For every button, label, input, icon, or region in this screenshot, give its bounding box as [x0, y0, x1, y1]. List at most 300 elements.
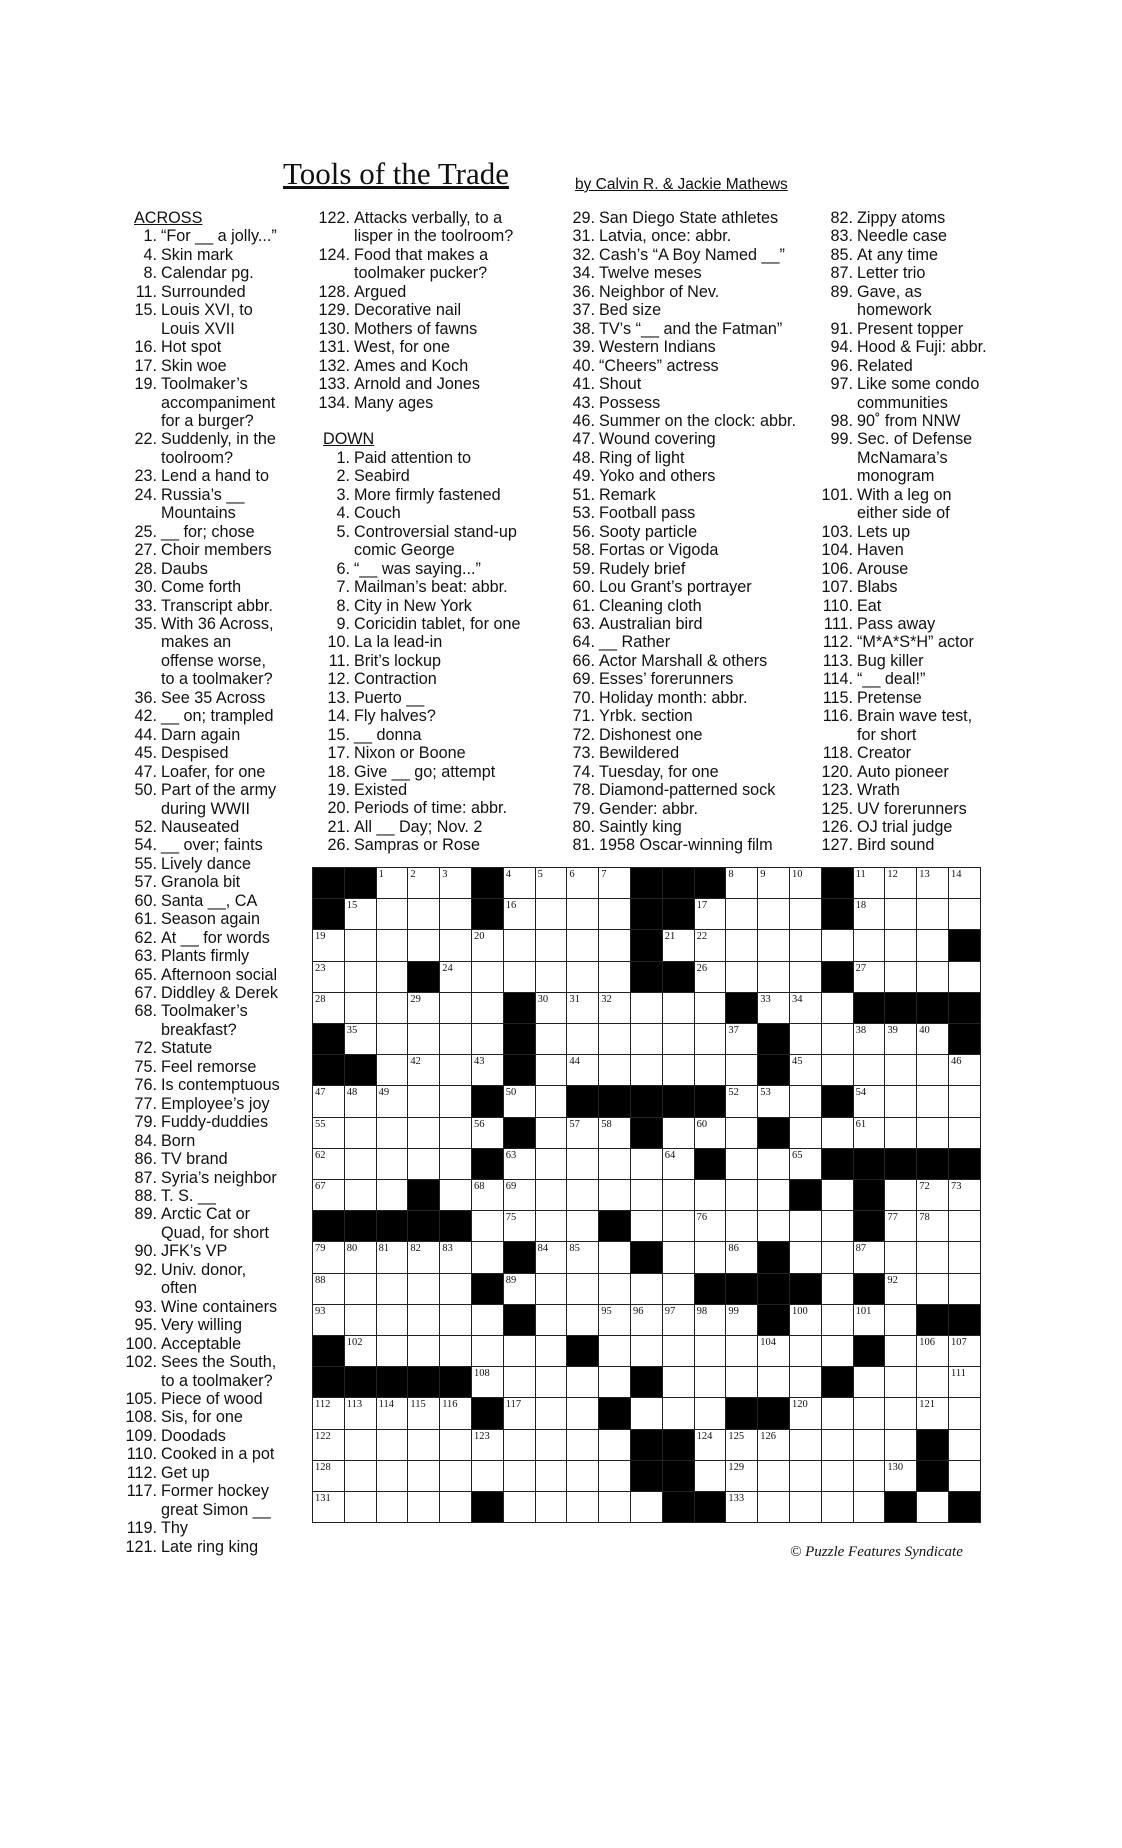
grid-cell[interactable] — [726, 1118, 758, 1149]
grid-cell[interactable] — [599, 1336, 631, 1367]
grid-cell[interactable] — [822, 1242, 854, 1273]
grid-cell[interactable] — [345, 1024, 377, 1055]
grid-cell[interactable] — [440, 1180, 472, 1211]
grid-cell[interactable] — [822, 1461, 854, 1492]
grid-cell[interactable] — [917, 1274, 949, 1305]
grid-cell[interactable] — [631, 1305, 663, 1336]
grid-cell[interactable] — [345, 1492, 377, 1523]
grid-cell[interactable] — [472, 1055, 504, 1086]
grid-cell[interactable] — [663, 1055, 695, 1086]
grid-cell[interactable] — [345, 1180, 377, 1211]
grid-cell[interactable] — [695, 1180, 727, 1211]
grid-cell[interactable] — [885, 1086, 917, 1117]
grid-cell[interactable] — [949, 1086, 981, 1117]
grid-cell[interactable] — [567, 1055, 599, 1086]
grid-cell[interactable] — [377, 868, 409, 899]
grid-cell[interactable] — [854, 868, 886, 899]
grid-cell[interactable] — [885, 1242, 917, 1273]
grid-cell[interactable] — [726, 1180, 758, 1211]
grid-cell[interactable] — [408, 1242, 440, 1273]
grid-cell[interactable] — [790, 1024, 822, 1055]
grid-cell[interactable] — [949, 1180, 981, 1211]
grid-cell[interactable] — [949, 1367, 981, 1398]
grid-cell[interactable] — [408, 930, 440, 961]
grid-cell[interactable] — [695, 1305, 727, 1336]
grid-cell[interactable] — [663, 1242, 695, 1273]
grid-cell[interactable] — [695, 1430, 727, 1461]
grid-cell[interactable] — [949, 1274, 981, 1305]
grid-cell[interactable] — [536, 962, 568, 993]
grid-cell[interactable] — [504, 1430, 536, 1461]
grid-cell[interactable] — [631, 1055, 663, 1086]
grid-cell[interactable] — [790, 1305, 822, 1336]
grid-cell[interactable] — [885, 1305, 917, 1336]
grid-cell[interactable] — [917, 1242, 949, 1273]
grid-cell[interactable] — [726, 1461, 758, 1492]
grid-cell[interactable] — [885, 1274, 917, 1305]
grid-cell[interactable] — [663, 930, 695, 961]
grid-cell[interactable] — [345, 930, 377, 961]
grid-cell[interactable] — [663, 1118, 695, 1149]
grid-cell[interactable] — [536, 1336, 568, 1367]
grid-cell[interactable] — [345, 1430, 377, 1461]
grid-cell[interactable] — [472, 993, 504, 1024]
grid-cell[interactable] — [663, 1180, 695, 1211]
grid-cell[interactable] — [663, 1211, 695, 1242]
grid-cell[interactable] — [377, 962, 409, 993]
grid-cell[interactable] — [822, 1180, 854, 1211]
grid-cell[interactable] — [313, 1274, 345, 1305]
grid-cell[interactable] — [377, 1055, 409, 1086]
grid-cell[interactable] — [599, 1180, 631, 1211]
grid-cell[interactable] — [726, 868, 758, 899]
grid-cell[interactable] — [504, 1398, 536, 1429]
grid-cell[interactable] — [695, 1461, 727, 1492]
grid-cell[interactable] — [695, 1055, 727, 1086]
grid-cell[interactable] — [599, 1430, 631, 1461]
grid-cell[interactable] — [758, 993, 790, 1024]
grid-cell[interactable] — [504, 1274, 536, 1305]
grid-cell[interactable] — [790, 868, 822, 899]
grid-cell[interactable] — [663, 1398, 695, 1429]
grid-cell[interactable] — [631, 1211, 663, 1242]
grid-cell[interactable] — [536, 1149, 568, 1180]
grid-cell[interactable] — [917, 1055, 949, 1086]
grid-cell[interactable] — [567, 1024, 599, 1055]
grid-cell[interactable] — [377, 1149, 409, 1180]
grid-cell[interactable] — [854, 1242, 886, 1273]
grid-cell[interactable] — [917, 962, 949, 993]
grid-cell[interactable] — [949, 1398, 981, 1429]
grid-cell[interactable] — [631, 1024, 663, 1055]
grid-cell[interactable] — [567, 1430, 599, 1461]
grid-cell[interactable] — [695, 993, 727, 1024]
grid-cell[interactable] — [695, 1024, 727, 1055]
grid-cell[interactable] — [726, 1086, 758, 1117]
grid-cell[interactable] — [567, 1492, 599, 1523]
grid-cell[interactable] — [854, 962, 886, 993]
grid-cell[interactable] — [536, 1461, 568, 1492]
grid-cell[interactable] — [567, 1242, 599, 1273]
grid-cell[interactable] — [440, 930, 472, 961]
grid-cell[interactable] — [599, 962, 631, 993]
grid-cell[interactable] — [377, 993, 409, 1024]
grid-cell[interactable] — [631, 993, 663, 1024]
grid-cell[interactable] — [313, 1180, 345, 1211]
grid-cell[interactable] — [504, 1367, 536, 1398]
grid-cell[interactable] — [854, 899, 886, 930]
grid-cell[interactable] — [313, 962, 345, 993]
grid-cell[interactable] — [790, 1242, 822, 1273]
grid-cell[interactable] — [472, 1118, 504, 1149]
grid-cell[interactable] — [726, 1336, 758, 1367]
grid-cell[interactable] — [536, 868, 568, 899]
grid-cell[interactable] — [790, 1118, 822, 1149]
grid-cell[interactable] — [758, 1492, 790, 1523]
grid-cell[interactable] — [536, 930, 568, 961]
grid-cell[interactable] — [504, 1180, 536, 1211]
grid-cell[interactable] — [822, 1274, 854, 1305]
grid-cell[interactable] — [472, 1367, 504, 1398]
grid-cell[interactable] — [377, 899, 409, 930]
grid-cell[interactable] — [822, 1492, 854, 1523]
grid-cell[interactable] — [472, 1336, 504, 1367]
grid-cell[interactable] — [377, 1336, 409, 1367]
grid-cell[interactable] — [663, 1367, 695, 1398]
grid-cell[interactable] — [885, 1211, 917, 1242]
grid-cell[interactable] — [408, 1024, 440, 1055]
grid-cell[interactable] — [408, 868, 440, 899]
grid-cell[interactable] — [567, 1149, 599, 1180]
grid-cell[interactable] — [822, 1118, 854, 1149]
grid-cell[interactable] — [949, 1336, 981, 1367]
grid-cell[interactable] — [313, 1305, 345, 1336]
grid-cell[interactable] — [631, 1180, 663, 1211]
grid-cell[interactable] — [822, 1430, 854, 1461]
grid-cell[interactable] — [536, 1118, 568, 1149]
grid-cell[interactable] — [726, 1149, 758, 1180]
grid-cell[interactable] — [822, 993, 854, 1024]
grid-cell[interactable] — [313, 930, 345, 961]
grid-cell[interactable] — [885, 962, 917, 993]
grid-cell[interactable] — [472, 1024, 504, 1055]
grid-cell[interactable] — [790, 1086, 822, 1117]
grid-cell[interactable] — [599, 1024, 631, 1055]
grid-cell[interactable] — [472, 1461, 504, 1492]
grid-cell[interactable] — [695, 1118, 727, 1149]
grid-cell[interactable] — [790, 962, 822, 993]
grid-cell[interactable] — [567, 899, 599, 930]
grid-cell[interactable] — [536, 1180, 568, 1211]
grid-cell[interactable] — [885, 930, 917, 961]
grid-cell[interactable] — [345, 1274, 377, 1305]
grid-cell[interactable] — [408, 993, 440, 1024]
grid-cell[interactable] — [345, 1336, 377, 1367]
grid-cell[interactable] — [536, 1055, 568, 1086]
grid-cell[interactable] — [377, 1086, 409, 1117]
grid-cell[interactable] — [726, 1055, 758, 1086]
grid-cell[interactable] — [472, 1180, 504, 1211]
grid-cell[interactable] — [599, 899, 631, 930]
grid-cell[interactable] — [726, 1024, 758, 1055]
grid-cell[interactable] — [917, 1336, 949, 1367]
grid-cell[interactable] — [854, 1305, 886, 1336]
grid-cell[interactable] — [599, 1367, 631, 1398]
grid-cell[interactable] — [313, 1118, 345, 1149]
grid-cell[interactable] — [599, 1461, 631, 1492]
grid-cell[interactable] — [726, 930, 758, 961]
grid-cell[interactable] — [504, 1492, 536, 1523]
grid-cell[interactable] — [472, 962, 504, 993]
grid-cell[interactable] — [408, 1055, 440, 1086]
grid-cell[interactable] — [949, 1430, 981, 1461]
grid-cell[interactable] — [313, 993, 345, 1024]
grid-cell[interactable] — [472, 1430, 504, 1461]
grid-cell[interactable] — [885, 1024, 917, 1055]
grid-cell[interactable] — [790, 993, 822, 1024]
grid-cell[interactable] — [536, 1492, 568, 1523]
grid-cell[interactable] — [440, 1336, 472, 1367]
grid-cell[interactable] — [408, 1086, 440, 1117]
grid-cell[interactable] — [758, 899, 790, 930]
grid-cell[interactable] — [408, 1149, 440, 1180]
grid-cell[interactable] — [567, 868, 599, 899]
grid-cell[interactable] — [504, 962, 536, 993]
grid-cell[interactable] — [949, 868, 981, 899]
grid-cell[interactable] — [854, 1367, 886, 1398]
grid-cell[interactable] — [313, 1430, 345, 1461]
grid-cell[interactable] — [885, 1461, 917, 1492]
grid-cell[interactable] — [536, 1430, 568, 1461]
grid-cell[interactable] — [854, 1118, 886, 1149]
grid-cell[interactable] — [695, 1367, 727, 1398]
grid-cell[interactable] — [504, 868, 536, 899]
grid-cell[interactable] — [822, 930, 854, 961]
grid-cell[interactable] — [599, 930, 631, 961]
grid-cell[interactable] — [599, 1118, 631, 1149]
grid-cell[interactable] — [377, 930, 409, 961]
grid-cell[interactable] — [885, 1398, 917, 1429]
grid-cell[interactable] — [790, 1336, 822, 1367]
grid-cell[interactable] — [631, 1336, 663, 1367]
grid-cell[interactable] — [726, 1367, 758, 1398]
grid-cell[interactable] — [408, 899, 440, 930]
grid-cell[interactable] — [599, 993, 631, 1024]
grid-cell[interactable] — [440, 1305, 472, 1336]
grid-cell[interactable] — [726, 1305, 758, 1336]
grid-cell[interactable] — [663, 1305, 695, 1336]
grid-cell[interactable] — [917, 868, 949, 899]
grid-cell[interactable] — [504, 1461, 536, 1492]
grid-cell[interactable] — [536, 993, 568, 1024]
grid-cell[interactable] — [917, 1398, 949, 1429]
grid-cell[interactable] — [917, 1180, 949, 1211]
grid-cell[interactable] — [695, 1398, 727, 1429]
grid-cell[interactable] — [885, 1367, 917, 1398]
grid-cell[interactable] — [822, 1024, 854, 1055]
grid-cell[interactable] — [440, 1242, 472, 1273]
grid-cell[interactable] — [504, 930, 536, 961]
grid-cell[interactable] — [758, 1211, 790, 1242]
grid-cell[interactable] — [440, 993, 472, 1024]
grid-cell[interactable] — [440, 1055, 472, 1086]
grid-cell[interactable] — [949, 1118, 981, 1149]
grid-cell[interactable] — [885, 1336, 917, 1367]
grid-cell[interactable] — [345, 1461, 377, 1492]
grid-cell[interactable] — [377, 1242, 409, 1273]
grid-cell[interactable] — [663, 1274, 695, 1305]
grid-cell[interactable] — [313, 1086, 345, 1117]
grid-cell[interactable] — [949, 962, 981, 993]
grid-cell[interactable] — [567, 1180, 599, 1211]
grid-cell[interactable] — [504, 1211, 536, 1242]
grid-cell[interactable] — [758, 1461, 790, 1492]
grid-cell[interactable] — [758, 868, 790, 899]
grid-cell[interactable] — [536, 1398, 568, 1429]
grid-cell[interactable] — [631, 1274, 663, 1305]
grid-cell[interactable] — [790, 1211, 822, 1242]
grid-cell[interactable] — [440, 1430, 472, 1461]
grid-cell[interactable] — [408, 1274, 440, 1305]
grid-cell[interactable] — [599, 1149, 631, 1180]
grid-cell[interactable] — [472, 1242, 504, 1273]
grid-cell[interactable] — [313, 1242, 345, 1273]
grid-cell[interactable] — [790, 1055, 822, 1086]
grid-cell[interactable] — [758, 1149, 790, 1180]
grid-cell[interactable] — [440, 1461, 472, 1492]
grid-cell[interactable] — [949, 1242, 981, 1273]
grid-cell[interactable] — [536, 1274, 568, 1305]
grid-cell[interactable] — [567, 1118, 599, 1149]
grid-cell[interactable] — [663, 993, 695, 1024]
grid-cell[interactable] — [345, 1149, 377, 1180]
grid-cell[interactable] — [567, 1398, 599, 1429]
grid-cell[interactable] — [726, 1430, 758, 1461]
grid-cell[interactable] — [822, 1305, 854, 1336]
grid-cell[interactable] — [536, 1086, 568, 1117]
grid-cell[interactable] — [408, 1336, 440, 1367]
grid-cell[interactable] — [377, 1118, 409, 1149]
grid-cell[interactable] — [472, 1211, 504, 1242]
grid-cell[interactable] — [504, 1086, 536, 1117]
grid-cell[interactable] — [536, 1024, 568, 1055]
grid-cell[interactable] — [917, 1367, 949, 1398]
grid-cell[interactable] — [440, 962, 472, 993]
grid-cell[interactable] — [695, 1242, 727, 1273]
grid-cell[interactable] — [567, 993, 599, 1024]
grid-cell[interactable] — [949, 1211, 981, 1242]
grid-cell[interactable] — [917, 1118, 949, 1149]
grid-cell[interactable] — [440, 1398, 472, 1429]
grid-cell[interactable] — [440, 1118, 472, 1149]
grid-cell[interactable] — [313, 1492, 345, 1523]
grid-cell[interactable] — [695, 899, 727, 930]
grid-cell[interactable] — [504, 899, 536, 930]
grid-cell[interactable] — [440, 1149, 472, 1180]
grid-cell[interactable] — [631, 1398, 663, 1429]
grid-cell[interactable] — [822, 1398, 854, 1429]
grid-cell[interactable] — [663, 1336, 695, 1367]
grid-cell[interactable] — [790, 1430, 822, 1461]
grid-cell[interactable] — [345, 993, 377, 1024]
grid-cell[interactable] — [313, 1149, 345, 1180]
grid-cell[interactable] — [408, 1398, 440, 1429]
grid-cell[interactable] — [790, 1492, 822, 1523]
grid-cell[interactable] — [885, 1430, 917, 1461]
grid-cell[interactable] — [917, 1211, 949, 1242]
grid-cell[interactable] — [567, 1367, 599, 1398]
grid-cell[interactable] — [567, 1211, 599, 1242]
grid-cell[interactable] — [631, 1149, 663, 1180]
grid-cell[interactable] — [313, 1461, 345, 1492]
grid-cell[interactable] — [408, 1305, 440, 1336]
grid-cell[interactable] — [758, 1180, 790, 1211]
grid-cell[interactable] — [345, 1398, 377, 1429]
grid-cell[interactable] — [663, 1024, 695, 1055]
grid-cell[interactable] — [440, 899, 472, 930]
grid-cell[interactable] — [822, 1055, 854, 1086]
grid-cell[interactable] — [790, 1367, 822, 1398]
grid-cell[interactable] — [790, 899, 822, 930]
grid-cell[interactable] — [917, 899, 949, 930]
grid-cell[interactable] — [695, 1336, 727, 1367]
grid-cell[interactable] — [536, 1305, 568, 1336]
grid-cell[interactable] — [854, 1492, 886, 1523]
grid-cell[interactable] — [504, 1336, 536, 1367]
grid-cell[interactable] — [695, 1211, 727, 1242]
grid-cell[interactable] — [536, 899, 568, 930]
grid-cell[interactable] — [726, 1492, 758, 1523]
grid-cell[interactable] — [695, 930, 727, 961]
grid-cell[interactable] — [377, 1274, 409, 1305]
grid-cell[interactable] — [567, 962, 599, 993]
grid-cell[interactable] — [726, 1211, 758, 1242]
grid-cell[interactable] — [822, 1336, 854, 1367]
grid-cell[interactable] — [599, 868, 631, 899]
grid-cell[interactable] — [726, 962, 758, 993]
grid-cell[interactable] — [440, 1492, 472, 1523]
grid-cell[interactable] — [790, 930, 822, 961]
grid-cell[interactable] — [345, 1242, 377, 1273]
grid-cell[interactable] — [758, 1430, 790, 1461]
grid-cell[interactable] — [377, 1461, 409, 1492]
grid-cell[interactable] — [567, 1305, 599, 1336]
grid-cell[interactable] — [885, 868, 917, 899]
grid-cell[interactable] — [377, 1398, 409, 1429]
grid-cell[interactable] — [758, 1086, 790, 1117]
grid-cell[interactable] — [726, 899, 758, 930]
grid-cell[interactable] — [790, 1398, 822, 1429]
grid-cell[interactable] — [440, 1274, 472, 1305]
grid-cell[interactable] — [854, 1398, 886, 1429]
grid-cell[interactable] — [408, 1492, 440, 1523]
grid-cell[interactable] — [917, 1086, 949, 1117]
grid-cell[interactable] — [854, 1430, 886, 1461]
grid-cell[interactable] — [631, 1492, 663, 1523]
grid-cell[interactable] — [567, 1461, 599, 1492]
grid-cell[interactable] — [758, 1336, 790, 1367]
grid-cell[interactable] — [536, 1211, 568, 1242]
grid-cell[interactable] — [885, 1180, 917, 1211]
grid-cell[interactable] — [949, 1461, 981, 1492]
grid-cell[interactable] — [440, 868, 472, 899]
grid-cell[interactable] — [726, 1242, 758, 1273]
grid-cell[interactable] — [599, 1305, 631, 1336]
grid-cell[interactable] — [377, 1305, 409, 1336]
grid-cell[interactable] — [345, 1118, 377, 1149]
grid-cell[interactable] — [504, 1149, 536, 1180]
grid-cell[interactable] — [345, 1086, 377, 1117]
